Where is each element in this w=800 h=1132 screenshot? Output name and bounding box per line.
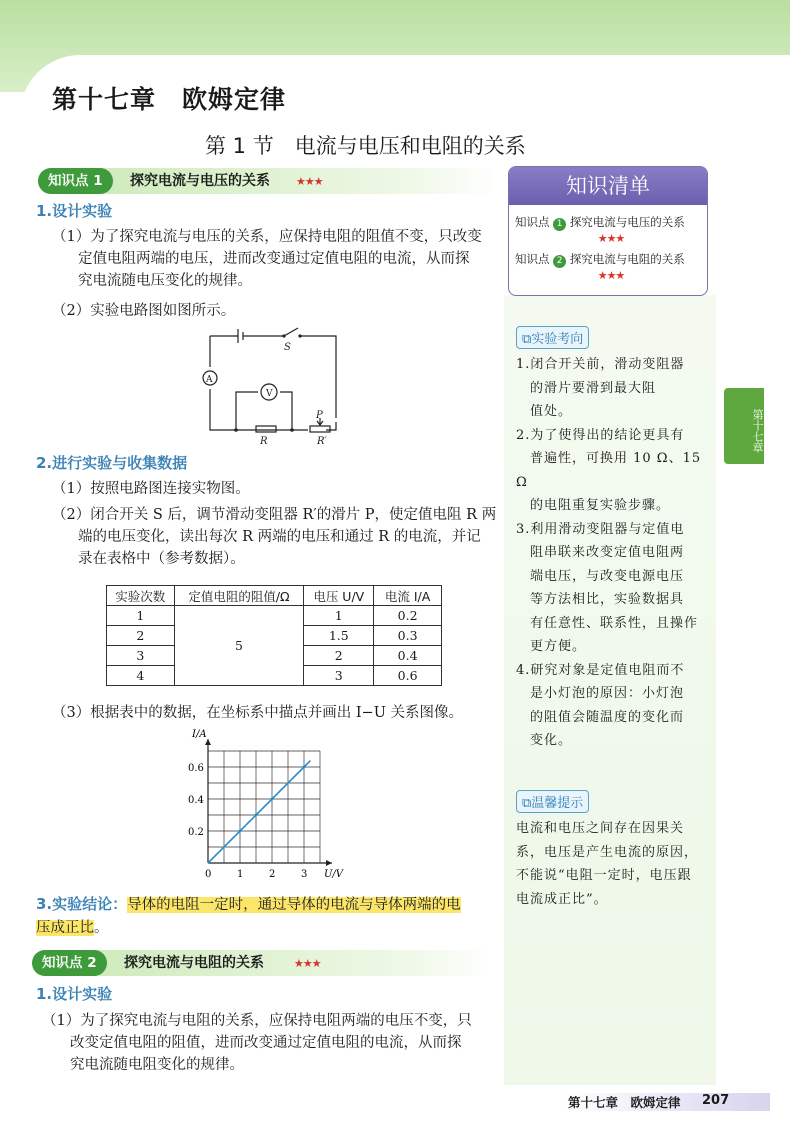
exam-line: 的电阻重复实验步骤。 xyxy=(516,498,671,513)
kp2-stars: ★★★ xyxy=(294,957,321,970)
text-line: （1）为了探究电流与电压的关系，应保持电阻的阻值不变，只改变 xyxy=(52,229,482,245)
tip-section xyxy=(516,790,706,911)
section-title: 第 1 节 电流与电压和电阻的关系 xyxy=(205,134,526,158)
text-line: 改变定值电阻的阻值，进而改变通过定值电阻的电流，从而探 xyxy=(70,1035,462,1051)
x-tick-label: 2 xyxy=(269,869,276,880)
text-line: 究电流随电压变化的规律。 xyxy=(78,273,252,289)
chapter-side-tab xyxy=(724,388,764,464)
wire xyxy=(300,336,336,418)
resistor-R xyxy=(256,426,276,432)
kp2-s1-head: 1.设计实验 xyxy=(36,985,113,1003)
kp1-stars: ★★★ xyxy=(296,175,323,188)
table-header: 实验次数 xyxy=(107,586,175,606)
kp1-s1-head: 1.设计实验 xyxy=(36,202,113,220)
conclusion-highlight-1: 导体的电阻一定时，通过导体的电流与导体两端的电 xyxy=(127,897,461,913)
text-line: （2）闭合开关 S 后，调节滑动变阻器 R′的滑片 P，使定值电阻 R 两 xyxy=(52,507,497,523)
x-tick-label: 1 xyxy=(237,869,244,880)
label-P: P xyxy=(316,410,323,421)
table-cell: 0.4 xyxy=(374,646,442,666)
kp1-s2-head: 2.进行实验与收集数据 xyxy=(36,454,188,472)
side-tab-text: 第十七章 xyxy=(751,409,764,453)
exam-line: 2.为了使得出的结论更具有 xyxy=(516,427,685,443)
footer-chapter: 第十七章 欧姆定律 xyxy=(568,1095,681,1110)
table-cell: 1 xyxy=(304,606,374,626)
note-icon: ⧉ xyxy=(522,796,532,811)
tip-head: ⧉温馨提示 xyxy=(516,790,589,813)
x-tick-label: 3 xyxy=(301,869,308,880)
text-line: 究电流随电阻变化的规律。 xyxy=(70,1057,244,1073)
checklist-num-badge: 1 xyxy=(553,218,566,231)
text-line: 定值电阻两端的电压，进而改变通过定值电阻的电流，从而探 xyxy=(78,251,470,267)
y-tick-label: 0.4 xyxy=(188,795,204,806)
table-cell: 1.5 xyxy=(304,626,374,646)
y-axis-label: I/A xyxy=(192,729,207,740)
kp1-s3-head: 3.实验结论： xyxy=(36,895,128,913)
checklist-title: 知识清单 xyxy=(509,167,707,205)
exam-line: 的滑片要滑到最大阻 xyxy=(516,380,657,396)
kp1-s1-p2: （2）实验电路图如图所示。 xyxy=(52,303,236,319)
exam-line: 4.研究对象是定值电阻而不 xyxy=(516,662,685,678)
exam-line: 值处。 xyxy=(516,404,573,419)
exam-line: 阻串联来改变定值电阻两 xyxy=(516,545,685,560)
circuit-diagram xyxy=(196,326,356,450)
table-cell: 2 xyxy=(107,626,175,646)
checklist-item: 知识点 1 探究电流与电压的关系 ★★★ xyxy=(515,214,707,247)
note-icon: ⧉ xyxy=(522,332,532,347)
table-cell: 4 xyxy=(107,666,175,686)
data-point xyxy=(303,766,306,769)
kp2-title: 探究电流与电阻的关系 xyxy=(124,955,264,971)
text-line: 录在表格中（参考数据）。 xyxy=(78,551,245,567)
x-axis-arrow xyxy=(326,860,332,866)
tip-line: 电流成正比”。 xyxy=(516,891,608,907)
text-line: 端的电压变化，读出每次 R 两端的电压和通过 R 的电流，并记 xyxy=(78,529,481,545)
exam-line: 有任意性、联系性，且操作 xyxy=(516,615,699,631)
exam-head: ⧉实验考向 xyxy=(516,326,589,349)
data-point xyxy=(271,798,274,801)
tip-line: 电流和电压之间存在因果关 xyxy=(516,821,685,836)
label-V: V xyxy=(266,389,273,399)
checklist-stars: ★★★ xyxy=(597,269,625,282)
label-A: A xyxy=(206,375,213,385)
kp1-bar xyxy=(38,168,498,194)
table-cell: 0.6 xyxy=(374,666,442,686)
switch-icon xyxy=(284,328,298,336)
table-header-row xyxy=(107,586,442,606)
checklist-stars: ★★★ xyxy=(597,232,625,245)
kp2-s1-p1 xyxy=(42,1010,502,1076)
checklist-item: 知识点 2 探究电流与电阻的关系 ★★★ xyxy=(515,251,707,284)
table-row xyxy=(107,606,442,626)
table-cell: 0.2 xyxy=(374,606,442,626)
exam-line: 变化。 xyxy=(516,733,573,748)
text-line: （1）为了探究电流与电阻的关系，应保持电阻两端的电压不变，只 xyxy=(42,1013,472,1029)
y-tick-label: 0.6 xyxy=(188,763,204,774)
conclusion-highlight-2: 压成正比 xyxy=(36,920,94,936)
kp1-title: 探究电流与电压的关系 xyxy=(130,173,270,189)
label-R: R xyxy=(260,436,268,447)
table-cell: 3 xyxy=(107,646,175,666)
table-cell: 0.3 xyxy=(374,626,442,646)
kp1-conclusion xyxy=(36,893,501,940)
exam-section xyxy=(516,326,706,753)
kp1-s2-p2 xyxy=(52,504,502,570)
kp1-s2-p1: （1）按照电路图连接实物图。 xyxy=(52,481,250,497)
table-cell: 1 xyxy=(107,606,175,626)
conclusion-tail: 。 xyxy=(94,920,109,936)
table-cell-merged: 5 xyxy=(174,606,304,686)
battery-icon xyxy=(238,329,243,343)
table-cell: 3 xyxy=(304,666,374,686)
kp1-s1-p1 xyxy=(52,226,502,292)
label-S: S xyxy=(284,342,291,353)
page-number: 207 xyxy=(702,1093,730,1108)
exam-line: 更方便。 xyxy=(516,639,587,654)
table-cell: 2 xyxy=(304,646,374,666)
rheostat-Rp xyxy=(310,426,330,432)
x-axis-label: U/V xyxy=(324,869,344,880)
exam-line: 是小灯泡的原因：小灯泡 xyxy=(516,686,685,701)
exam-line: 等方法相比，实验数据具 xyxy=(516,592,685,607)
y-tick-label: 0.2 xyxy=(188,827,204,838)
checklist-box xyxy=(508,166,708,296)
kp2-bar xyxy=(32,950,494,976)
data-point xyxy=(255,814,258,817)
table-header: 定值电阻的阻值/Ω xyxy=(174,586,304,606)
label-Rp: R′ xyxy=(317,436,327,447)
exam-line: 1.闭合开关前，滑动变阻器 xyxy=(516,357,685,372)
kp1-s2-p3: （3）根据表中的数据，在坐标系中描点并画出 I−U 关系图像。 xyxy=(52,705,464,721)
table-header: 电流 I/A xyxy=(374,586,442,606)
iu-chart xyxy=(180,726,350,886)
kp2-tag: 知识点 2 xyxy=(32,950,107,976)
chapter-title: 第十七章 欧姆定律 xyxy=(52,85,287,114)
exam-line: 3.利用滑动变阻器与定值电 xyxy=(516,521,685,537)
kp1-tag: 知识点 1 xyxy=(38,168,113,194)
tip-line: 不能说“电阻一定时，电压跟 xyxy=(516,868,692,883)
table-header: 电压 U/V xyxy=(304,586,374,606)
data-table xyxy=(106,585,442,686)
exam-line: 端电压，与改变电源电压 xyxy=(516,568,685,584)
x-tick-label: 0 xyxy=(205,869,212,880)
tip-line: 系，电压是产生电流的原因， xyxy=(516,844,699,860)
data-point xyxy=(239,830,242,833)
checklist-num-badge: 2 xyxy=(553,255,566,268)
exam-line: 普遍性，可换用 10 Ω、15 Ω xyxy=(516,451,702,490)
exam-line: 的阻值会随温度的变化而 xyxy=(516,709,685,725)
